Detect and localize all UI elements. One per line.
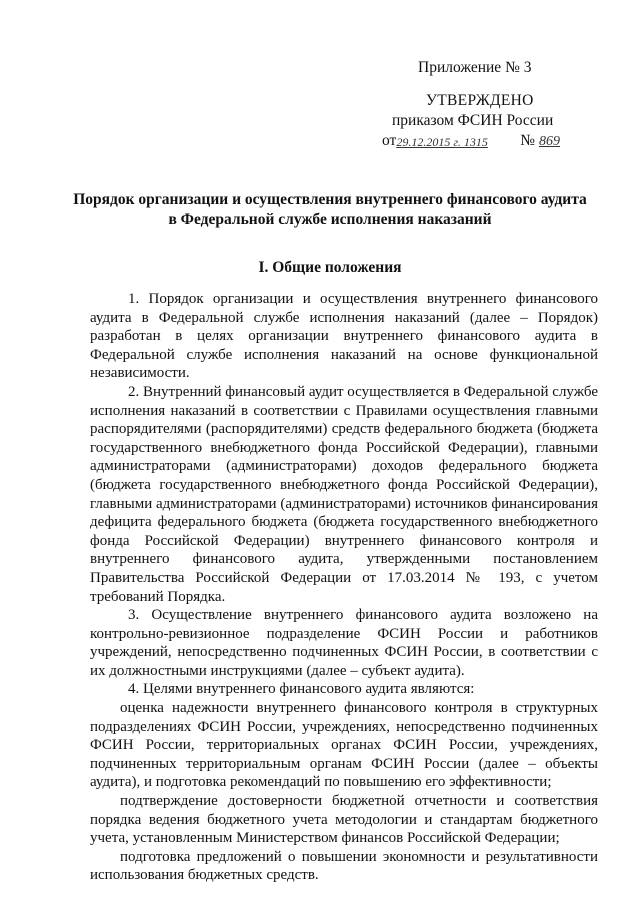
annex-label: Приложение № 3 [418, 59, 532, 76]
order-signature-line [382, 131, 628, 152]
order-reference: приказом ФСИН России [392, 112, 554, 129]
order-number-handwritten: 869 [539, 134, 560, 149]
order-from-label: от [382, 132, 397, 149]
paragraph-3: 3. Осуществление внутреннего финансового аудита возложено на контрольно-ревизионное подразделение ФСИН России и работников учреждений, непосредственно подчиненных ФСИН России, в соответствии с их должностными инструкциями (далее – субъект аудита). [90, 607, 598, 679]
document-body [90, 290, 598, 885]
goal-item-1: оценка надежности внутреннего финансового контроля в структурных подразделениях ФСИН России, учреждениях, непосредственно подчиненных ФСИН России, территориальных органах ФСИН России, учреждениях, подчиненных территориальным органам ФСИН России (далее – объекты аудита), и подготовка рекомендаций по повышению его эффективности; [90, 700, 598, 791]
approval-block [368, 58, 628, 152]
order-date-handwritten: 29.12.2015 г. 1315 [396, 135, 488, 149]
document-title-line-2: в Федеральной службе исполнения наказаний [168, 211, 492, 228]
paragraph-2: 2. Внутренний финансовый аудит осуществляется в Федеральной службе исполнения наказаний в соответствии с Правилами осуществления главными распорядителями (распорядителями) средств федерального бюджета (бюджета государственного внебюджетного фонда Российской Федерации), главными администраторами (администраторами) доходов федерального бюджета (бюджета государственного внебюджетного фонда Российской Федерации), главными администраторами (администраторами) источников финансирования дефицита федерального бюджета (бюджета государственного внебюджетного фонда Российской Федерации) внутреннего финансового контроля и внутреннего финансового аудита, утвержденными постановлением Правительства Российской Федерации от 17.03.2014 № 193, с учетом требований Порядка. [90, 383, 598, 605]
goal-item-3: подготовка предложений о повышении экономности и результативности использования бюджетных средств. [90, 848, 598, 884]
goal-item-2: подтверждение достоверности бюджетной отчетности и соответствия порядка ведения бюджетного учета методологии и стандартам бюджетного учета, установленным Министерством финансов Российской Федерации; [90, 793, 598, 847]
document-title-line-1: Порядок организации и осуществления внутреннего финансового аудита [73, 191, 587, 208]
document-title [40, 190, 620, 230]
approved-stamp: УТВЕРЖДЕНО [426, 92, 534, 109]
paragraph-4: 4. Целями внутреннего финансового аудита являются: [128, 681, 475, 698]
paragraph-1: 1. Порядок организации и осуществления внутреннего финансового аудита в Федеральной службе исполнения наказаний (далее – Порядок) разработан в целях организации внутреннего финансового аудита в Федеральной службе исполнения наказаний на основе функциональной независимости. [90, 291, 598, 382]
order-number-label: № [520, 132, 535, 149]
section-heading: I. Общие положения [258, 259, 402, 276]
